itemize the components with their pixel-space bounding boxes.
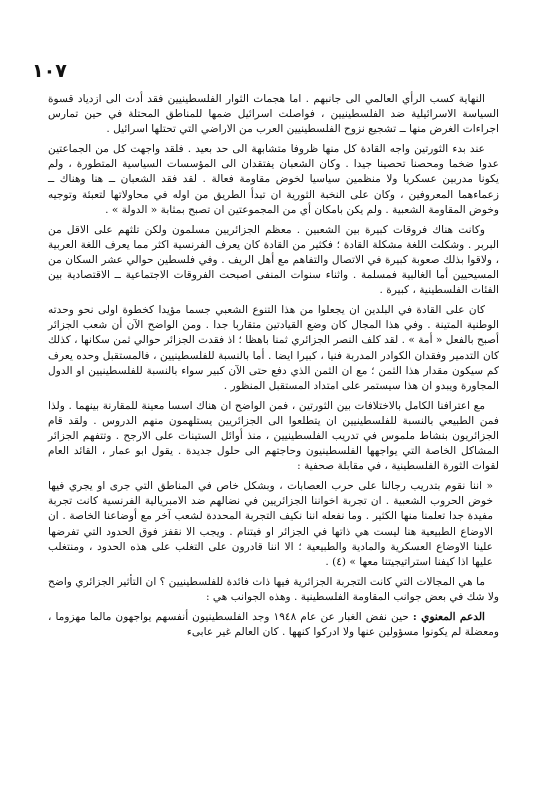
quotation-paragraph: « اننا نقوم بتدريب رجالنا على حرب العصابات ، وبشكل خاص في المناطق التي جرى او يجري فيها خوض الحروب الشعبية . ان تجربة اخواننا الجزائريين في نضالهم ضد الامبريالية الفرنسية كانت تجربة مفيدة جدا تعلمنا منها الكثير . وما نفعله اننا نكيف التجربة المحددة لشعب آخر مع أوضاعنا الخاصة . ان الاوضاع الطبيعية هنا ليست هي ذاتها في الجزائر او فيتنام . ويجب الا نقفز فوق الحدود التي تفرضها علينا الاوضاع العسكرية والمادية والطبيعية ؛ الا اننا قادرون على التغلب على هذه الحدود ، ومنتغلب عليها اذا كيفنا استراتيجيتنا معها » (٤) . xyxy=(48,480,493,568)
paragraph: كان على القادة في البلدين ان يجعلوا من هذا التنوع الشعبي جسما مؤيدا كخطوة اولى نحو وحدته الوطنية المتينة . وفي هذا المجال كان وضع القيادتين متقاربا جدا . ومن الواضح الآن أن شعب الجزائر أصبح بالفعل « أمة » . لقد كلف النصر الجزائري ثمنا باهظا ؛ اذ فقدت الجزائر حوالي ثمن سكانها ، كذلك كان التدمير وفقدان الكوادر المدربة فنيا ، كبيرا ايضا . أما بالنسبة للفلسطينيين ، فالمستقبل وحده يعرف كم سيكون مقدار هذا الثمن ؛ مع ان الثمن الذي دفع حتى الآن كبير سواء بالنسبة للفلسطينيين او الدول المجاورة ويبدو ان هذا سيستمر على امتداد المستقبل المنظور . xyxy=(48,304,499,392)
paragraph: عند بدء الثورتين واجه القادة كل منها ظروفا متشابهة الى حد بعيد . فلقد واجهت كل من الجماعتين عدوا ضخما ومحصنا تحصينا جيدا . وكان الشعبان يفتقدان الى المؤسسات السياسية المتطورة ، ولم يكونا مدربين عسكريا ولا منظمين سياسيا لخوض مقاومة فعالة . لقد فقد الشعبان ــ هنا وهناك ــ زعماءهما المعروفين ، وكان على النخبة الثورية ان تبدأ الطريق من اوله في محاولاتها لتعبئة وتوجيه وخوض المقاومة الشعبية . ولم يكن بامكان أي من المجموعتين ان تصبح بمثابة « الدولة » . xyxy=(48,143,499,216)
final-paragraph xyxy=(48,610,499,640)
section-text: حين نفض الغبار عن عام ١٩٤٨ وجد الفلسطينيون أنفسهم يواجهون مالما مهزوما ، ومعضلة لم يكونوا مسؤولين عنها ولا ادركوا كنهها . كان العالم غير عابىء xyxy=(48,611,499,639)
section-heading: الدعم المعنوي : xyxy=(412,611,485,623)
paragraph: ما هي المجالات التي كانت التجربة الجزائرية فيها ذات فائدة للفلسطينيين ؟ ان التأثير الجزائري واضح ولا شك في بعض جوانب المقاومة الفلسطينية . وهذه الجوانب هي : xyxy=(48,575,499,603)
paragraph: وكانت هناك فروقات كبيرة بين الشعبين . معظم الجزائريين مسلمون ولكن تلثهم على الاقل من البربر . وشكلت اللغة مشكلة القادة ؛ فكثير من القادة كان يعرف الفرنسية اكثر مما يعرف اللغة العربية ، ولاقوا بذلك صعوبة كبيرة في الاتصال والتفاهم مع أهل الريف . وفي فلسطين حوالي عشر السكان من المسيحيين أما الغالبية فمسلمة . واثناء سنوات المنفى اصبحت الفروقات الاجتماعية ــ الاقتصادية بين الفئات الفلسطينية ، كبيرة . xyxy=(48,223,499,297)
page-number: ١٠٧ xyxy=(32,60,67,82)
paragraph: مع اعترافنا الكامل بالاختلافات بين الثورتين ، فمن الواضح ان هناك اسسا معينة للمقارنة بينهما . ولذا فمن الطبيعي بالنسبة للفلسطينيين ان يتطلعوا الى الجزائريين يستلهمون منهم الدروس . ولقد قام الجزائريون بنشاط ملموس في تدريب الفلسطينيين ، منذ أوائل الستينات على الارجح . وتتفهم الجزائر المشاكل الخاصة التي يواجهها الفلسطينيون وحاجتهم الى حلول جديدة . يقول ابو عمار ، القائد العام لقوات الثورة الفلسطينية ، في مقابلة صحفية : xyxy=(48,399,499,473)
paragraph: النهاية كسب الرأي العالمي الى جانبهم . اما هجمات الثوار الفلسطينيين فقد أدت الى ازدياد قسوة السياسة الاسرائيلية ضد الفلسطينيين ، فواصلت اسرائيل ضمها للمناطق المحتلة في حين تمارس اجراءات الغرض منها ــ تشجيع نزوح الفلسطينيين العرب من الاراضي التي تحتلها اسرائيل . xyxy=(48,93,499,136)
page-body xyxy=(48,92,499,640)
